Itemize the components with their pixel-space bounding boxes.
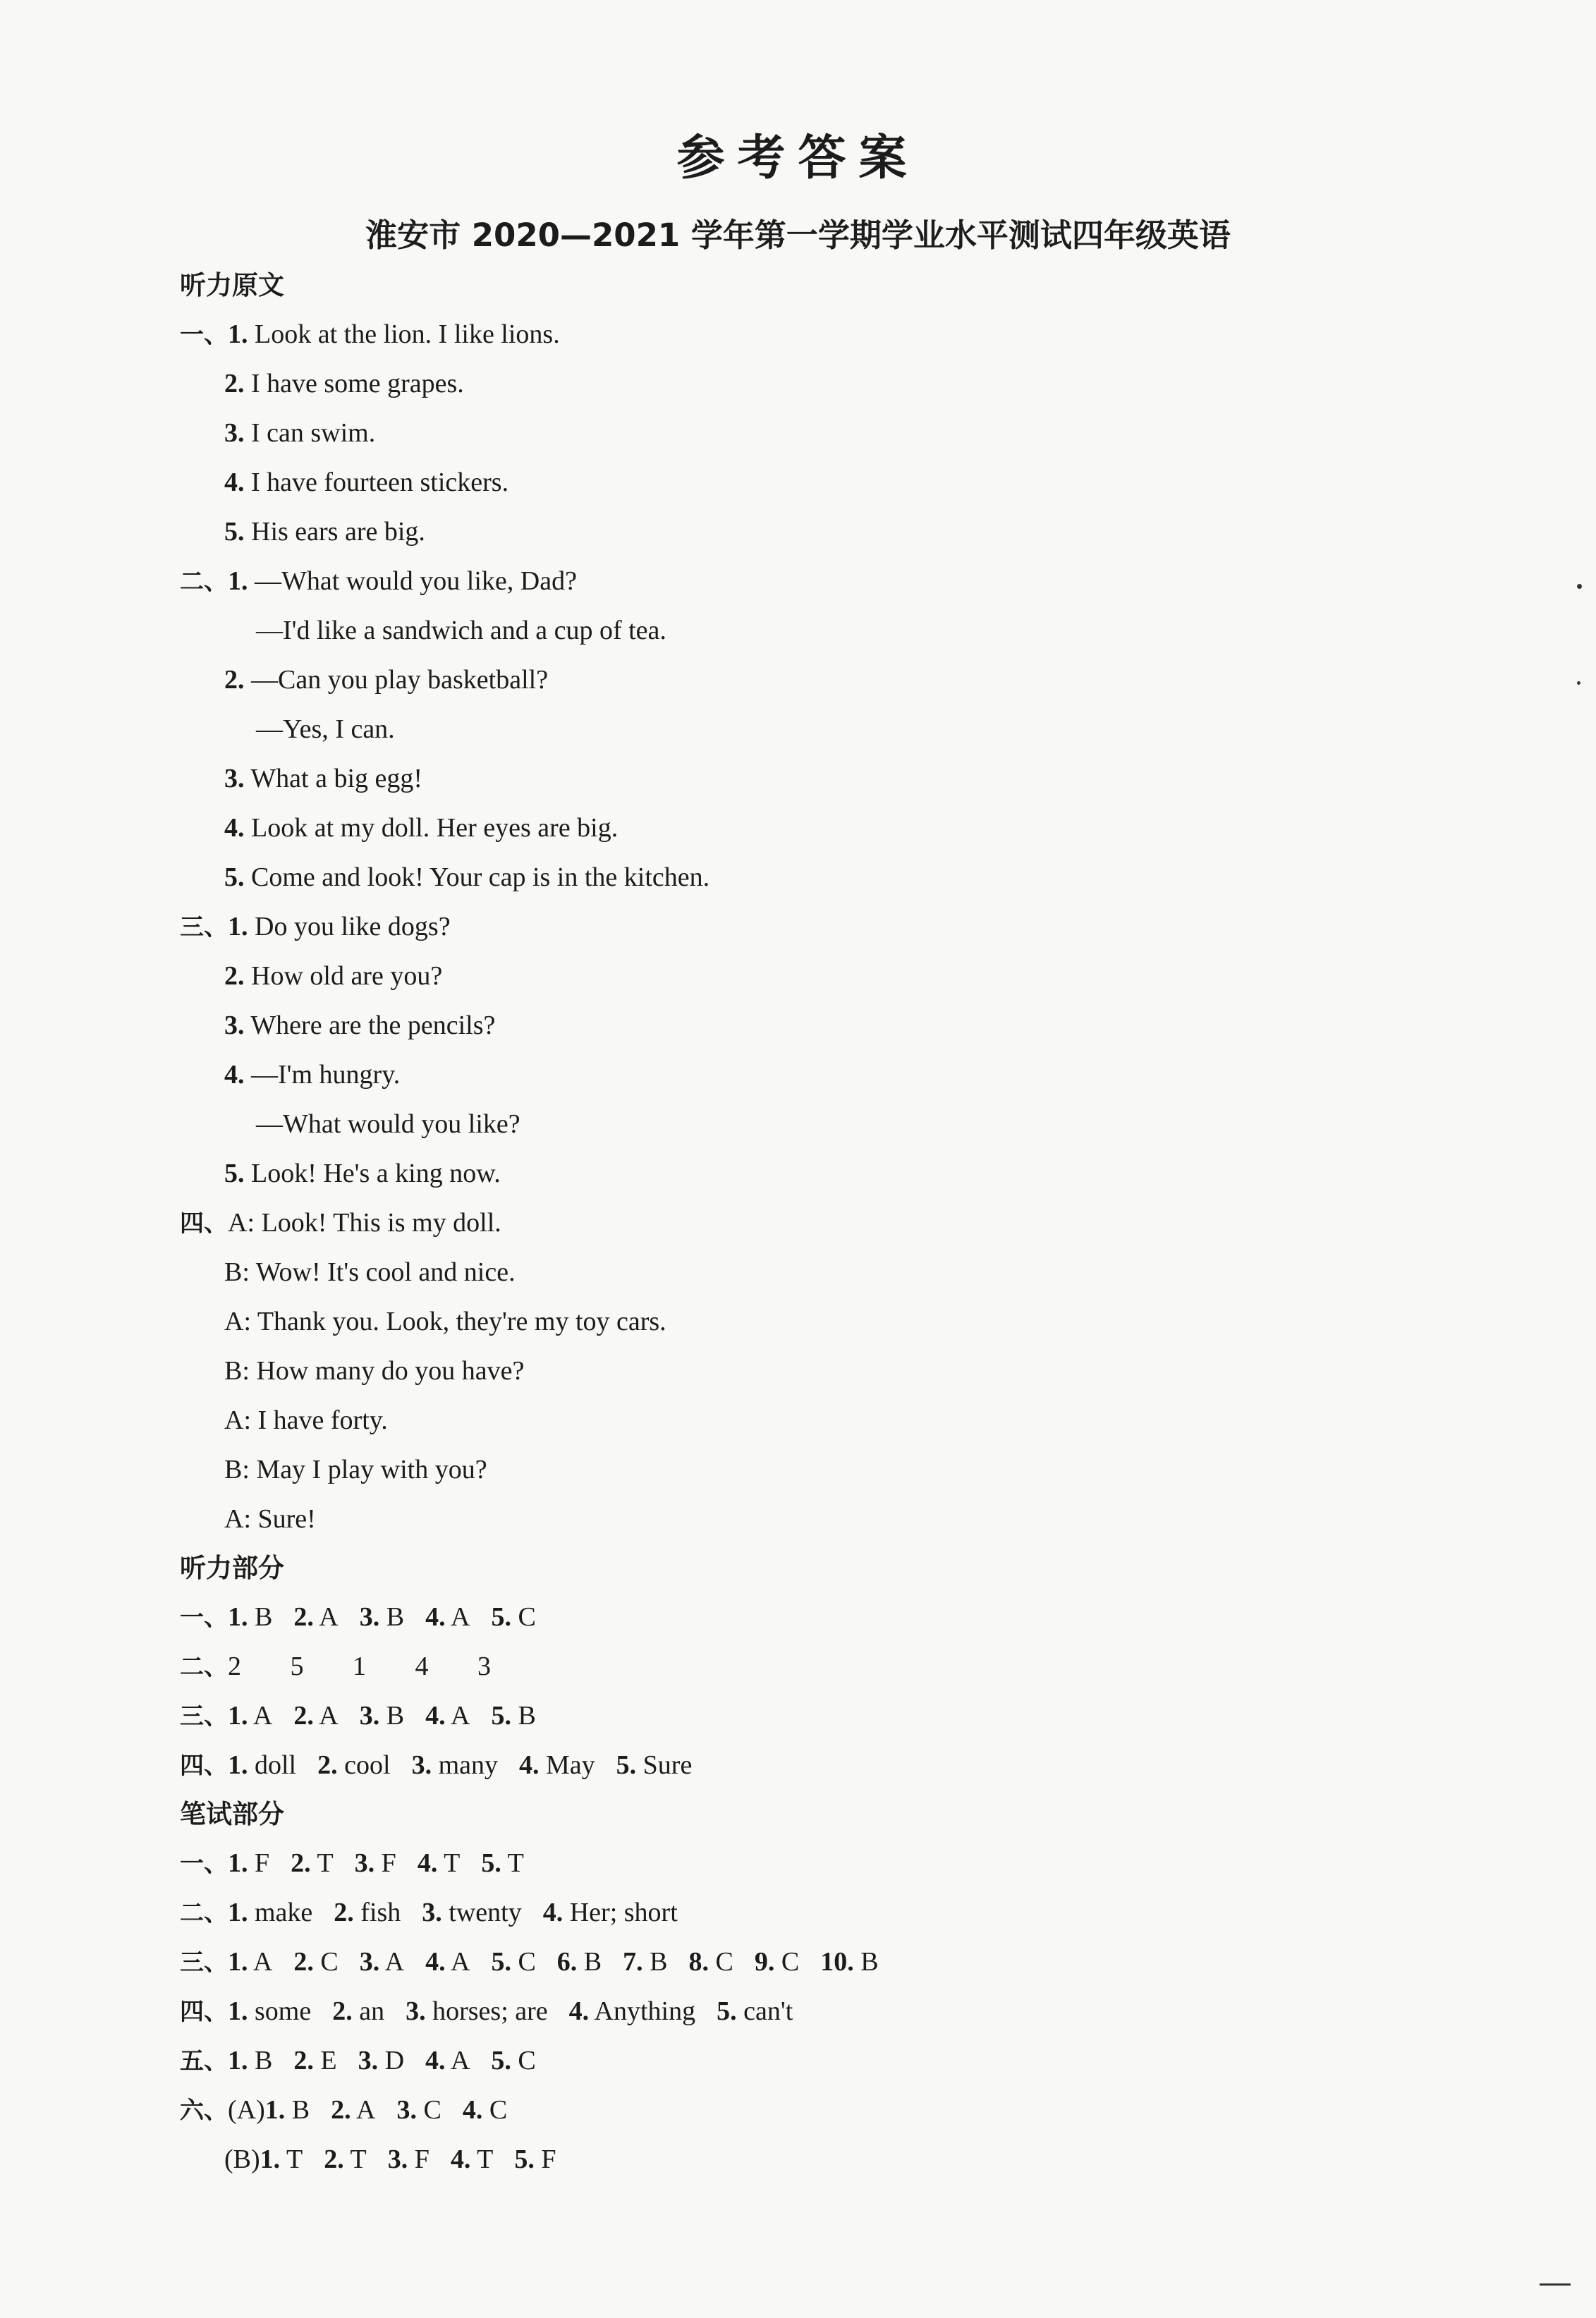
answer-item xyxy=(491,1937,535,1987)
answer-value: B xyxy=(379,1701,405,1731)
answer-value: an xyxy=(352,1996,385,2026)
answer-item xyxy=(623,1937,667,1987)
script-line: 3. Where are the pencils? xyxy=(224,1011,496,1040)
answer-item xyxy=(358,2036,404,2085)
page-dash-mark xyxy=(1540,2283,1571,2286)
answer-row: 一、1. F 2. T 3. F 4. T 5. T xyxy=(180,1838,1520,1888)
answer-value: B xyxy=(511,1701,536,1731)
answer-number: 4. xyxy=(425,1602,446,1632)
answer-item xyxy=(331,2085,375,2135)
answer-item xyxy=(463,2085,507,2135)
answer-number: 7. xyxy=(623,1947,643,1977)
answer-number: 3. xyxy=(358,2046,379,2075)
answer-number: 2. xyxy=(332,1996,353,2026)
answer-item xyxy=(293,1592,338,1642)
answer-content xyxy=(180,261,1520,2184)
answer-number: 3. xyxy=(387,2145,408,2174)
answer-value: C xyxy=(709,1947,733,1977)
answer-item xyxy=(293,1937,338,1987)
answer-value: T xyxy=(437,1848,461,1878)
scan-speck xyxy=(1577,584,1582,589)
answer-number: 1. xyxy=(228,1996,248,2026)
answer-item xyxy=(418,1838,461,1888)
answer-value: F xyxy=(408,2145,430,2174)
answer-row: 一、1. B 2. A 3. B 4. A 5. C xyxy=(180,1592,1520,1642)
script-line: 4. I have fourteen stickers. xyxy=(224,468,509,497)
answer-item xyxy=(755,1937,799,1987)
answer-value: Anything xyxy=(589,1996,696,2026)
answer-row: 五、1. B 2. E 3. D 4. A 5. C xyxy=(180,2036,1520,2085)
answer-item xyxy=(425,1691,470,1740)
script-line: 一、1. Look at the lion. I like lions. xyxy=(180,319,560,349)
section-heading-listening-script: 听力原文 xyxy=(180,270,284,300)
answer-number: 3. xyxy=(354,1848,375,1878)
answer-item xyxy=(228,1937,272,1987)
answer-number: 5. xyxy=(491,1947,511,1977)
answer-item xyxy=(355,1838,396,1888)
answer-item xyxy=(228,1592,272,1642)
answer-value: fish xyxy=(353,1898,401,1927)
answer-number: 4. xyxy=(425,1701,446,1731)
answer-value: C xyxy=(774,1947,800,1977)
answer-number: 2. xyxy=(293,1701,314,1731)
answer-value: B xyxy=(248,1602,273,1632)
answer-item xyxy=(406,1987,548,2036)
answer-row: (B)1. T 2. T 3. F 4. T 5. F xyxy=(180,2135,1520,2184)
answer-number: 1. xyxy=(260,2145,281,2174)
answer-value: A xyxy=(351,2095,376,2125)
answer-item xyxy=(491,2036,535,2085)
answer-value: doll xyxy=(248,1750,297,1780)
answer-row: 二、2 5 1 4 3 xyxy=(180,1652,512,1681)
script-line: 2. —Can you play basketball? xyxy=(224,665,549,695)
answer-item xyxy=(324,2135,367,2184)
answer-item xyxy=(332,1987,384,2036)
answer-number: 4. xyxy=(425,1947,446,1977)
answer-item xyxy=(228,1838,269,1888)
answer-number: 1. xyxy=(228,1947,248,1977)
answer-number: 5. xyxy=(491,1701,511,1731)
answer-item xyxy=(293,1691,338,1740)
answer-item xyxy=(425,1937,470,1987)
script-line: 4. Look at my doll. Her eyes are big. xyxy=(224,813,619,843)
answer-value: many xyxy=(432,1750,498,1780)
answer-number: 1. xyxy=(228,1750,248,1780)
script-line: 5. Come and look! Your cap is in the kitchen. xyxy=(224,862,710,892)
answer-value: A xyxy=(313,1602,339,1632)
answer-item xyxy=(260,2135,303,2184)
script-line: —I'd like a sandwich and a cup of tea. xyxy=(256,616,666,645)
answer-value: A xyxy=(445,1602,470,1632)
answer-item xyxy=(491,1592,535,1642)
answer-number: 4. xyxy=(542,1898,564,1927)
answer-number: 2. xyxy=(293,2046,314,2075)
answer-value: B xyxy=(285,2095,310,2125)
answer-item xyxy=(491,1691,535,1740)
answer-item xyxy=(422,1888,521,1937)
answer-item xyxy=(228,1888,312,1937)
answer-value: B xyxy=(642,1947,668,1977)
page-subtitle: 淮安市 2020—2021 学年第一学期学业水平测试四年级英语 xyxy=(365,216,1231,254)
answer-item xyxy=(569,1987,695,2036)
answer-value: some xyxy=(248,1996,312,2026)
script-line: 5. Look! He's a king now. xyxy=(224,1159,501,1188)
answer-item xyxy=(228,1691,272,1740)
answer-item xyxy=(334,1888,401,1937)
answer-item xyxy=(820,1937,878,1987)
answer-row: 四、1. doll 2. cool 3. many 4. May 5. Sure xyxy=(180,1740,1520,1790)
answer-number: 3. xyxy=(359,1947,380,1977)
script-line: 4. —I'm hungry. xyxy=(224,1060,401,1090)
answer-item xyxy=(717,1987,793,2036)
answer-value: C xyxy=(482,2095,508,2125)
answer-value: T xyxy=(470,2145,494,2174)
answer-item xyxy=(425,1592,470,1642)
answer-value: twenty xyxy=(441,1898,522,1927)
answer-item xyxy=(425,2036,470,2085)
answer-number: 5. xyxy=(491,2046,511,2075)
answer-item xyxy=(291,1838,334,1888)
script-line: B: How many do you have? xyxy=(224,1356,525,1386)
answer-value: C xyxy=(511,1947,536,1977)
answer-value: E xyxy=(313,2046,337,2075)
answer-value: A xyxy=(445,1947,470,1977)
answer-value: May xyxy=(539,1750,595,1780)
answer-value: C xyxy=(511,2046,536,2075)
answer-value: D xyxy=(378,2046,405,2075)
section-heading-listening-answers: 听力部分 xyxy=(180,1553,284,1583)
answer-item xyxy=(228,1740,296,1790)
answer-value: C xyxy=(313,1947,339,1977)
answer-number: 5. xyxy=(717,1996,737,2026)
answer-item xyxy=(689,1937,733,1987)
answer-item xyxy=(360,1691,404,1740)
answer-item xyxy=(451,2135,494,2184)
answer-row: 六、(A)1. B 2. A 3. C 4. C xyxy=(180,2085,1520,2135)
answer-row: 二、1. make 2. fish 3. twenty 4. Her; short xyxy=(180,1888,1520,1937)
answer-item xyxy=(360,1592,404,1642)
script-line: A: Thank you. Look, they're my toy cars. xyxy=(224,1307,666,1336)
answer-value: horses; are xyxy=(425,1996,548,2026)
script-line: 3. I can swim. xyxy=(224,418,376,448)
answer-item xyxy=(481,1838,524,1888)
answer-number: 3. xyxy=(422,1898,442,1927)
answer-value: T xyxy=(501,1848,524,1878)
answer-number: 6. xyxy=(556,1947,578,1977)
answer-item xyxy=(412,1740,498,1790)
answer-number: 2. xyxy=(293,1947,314,1977)
answer-number: 4. xyxy=(417,1848,438,1878)
answer-number: 4. xyxy=(462,2095,483,2125)
answer-number: 1. xyxy=(228,1848,248,1878)
answer-value: A xyxy=(248,1701,273,1731)
answer-number: 5. xyxy=(514,2145,535,2174)
answer-number: 4. xyxy=(519,1750,540,1780)
answer-value: T xyxy=(343,2145,367,2174)
answer-value: B xyxy=(248,2046,273,2075)
answer-value: C xyxy=(511,1602,536,1632)
answer-value: C xyxy=(416,2095,441,2125)
answer-item xyxy=(557,1937,602,1987)
answer-item xyxy=(265,2085,310,2135)
script-line: 二、1. —What would you like, Dad? xyxy=(180,566,577,596)
answer-item xyxy=(317,1740,390,1790)
page-title: 参考答案 xyxy=(676,130,920,186)
answer-number: 3. xyxy=(411,1750,432,1780)
answer-item xyxy=(388,2135,430,2184)
answer-value: F xyxy=(534,2145,556,2174)
answer-number: 1. xyxy=(264,2095,286,2125)
answer-value: make xyxy=(248,1898,313,1927)
script-line: 5. His ears are big. xyxy=(224,517,425,547)
answer-value: F xyxy=(248,1848,270,1878)
answer-number: 9. xyxy=(754,1947,775,1977)
answer-number: 10. xyxy=(820,1947,854,1977)
answer-number: 2. xyxy=(293,1602,314,1632)
answer-item xyxy=(519,1740,595,1790)
answer-number: 3. xyxy=(359,1602,380,1632)
answer-value: A xyxy=(248,1947,273,1977)
answer-row: 三、1. A 2. A 3. B 4. A 5. B xyxy=(180,1691,1520,1740)
answer-number: 5. xyxy=(616,1750,637,1780)
scan-speck xyxy=(1577,681,1580,685)
answer-value: F xyxy=(374,1848,396,1878)
answer-value: B xyxy=(379,1602,405,1632)
answer-number: 1. xyxy=(228,1701,248,1731)
answer-number: 3. xyxy=(396,2095,417,2125)
answer-number: 1. xyxy=(228,1602,248,1632)
script-line: B: May I play with you? xyxy=(224,1455,487,1484)
answer-number: 4. xyxy=(425,2046,446,2075)
answer-row: 四、1. some 2. an 3. horses; are 4. Anything 5. can't xyxy=(180,1987,1520,2036)
script-line: —What would you like? xyxy=(256,1109,520,1139)
script-line: A: I have forty. xyxy=(224,1405,388,1435)
answer-number: 5. xyxy=(481,1848,501,1878)
answer-number: 8. xyxy=(688,1947,709,1977)
answer-value: A xyxy=(445,1701,470,1731)
answer-row: 三、1. A 2. C 3. A 4. A 5. C 6. B 7. B 8. C 9. C 10. B xyxy=(180,1937,1520,1987)
answer-value: can't xyxy=(736,1996,793,2026)
answer-number: 2. xyxy=(334,1898,354,1927)
answer-value: B xyxy=(577,1947,602,1977)
answer-item xyxy=(543,1888,678,1937)
answer-number: 2. xyxy=(331,2095,351,2125)
answer-value: cool xyxy=(337,1750,391,1780)
script-line: 三、1. Do you like dogs? xyxy=(180,912,451,941)
answer-value: Sure xyxy=(636,1750,693,1780)
script-line: —Yes, I can. xyxy=(256,714,395,744)
script-line: A: Sure! xyxy=(224,1504,316,1534)
answer-item xyxy=(616,1740,693,1790)
answer-value: Her; short xyxy=(563,1898,678,1927)
answer-number: 2. xyxy=(324,2145,344,2174)
answer-number: 2. xyxy=(291,1848,311,1878)
answer-value: B xyxy=(853,1947,879,1977)
answer-number: 4. xyxy=(568,1996,590,2026)
answer-item xyxy=(514,2135,556,2184)
answer-value: A xyxy=(445,2046,470,2075)
answer-value: A xyxy=(313,1701,339,1731)
answer-number: 1. xyxy=(228,1898,248,1927)
script-line: 四、A: Look! This is my doll. xyxy=(180,1208,501,1238)
script-line: 2. How old are you? xyxy=(224,961,443,991)
answer-item xyxy=(228,2036,272,2085)
answer-number: 2. xyxy=(317,1750,338,1780)
script-line: B: Wow! It's cool and nice. xyxy=(224,1257,516,1287)
answer-item xyxy=(228,1987,311,2036)
answer-number: 5. xyxy=(491,1602,511,1632)
answer-value: T xyxy=(310,1848,334,1878)
section-heading-written-answers: 笔试部分 xyxy=(180,1799,284,1829)
answer-number: 3. xyxy=(359,1701,380,1731)
script-line: 3. What a big egg! xyxy=(224,764,423,793)
answer-number: 4. xyxy=(450,2145,471,2174)
answer-item xyxy=(396,2085,441,2135)
answer-value: A xyxy=(379,1947,405,1977)
answer-item xyxy=(293,2036,336,2085)
script-line: 2. I have some grapes. xyxy=(224,369,464,398)
answer-number: 1. xyxy=(228,2046,248,2075)
answer-number: 3. xyxy=(406,1996,426,2026)
answer-value: T xyxy=(280,2145,303,2174)
answer-item xyxy=(360,1937,404,1987)
